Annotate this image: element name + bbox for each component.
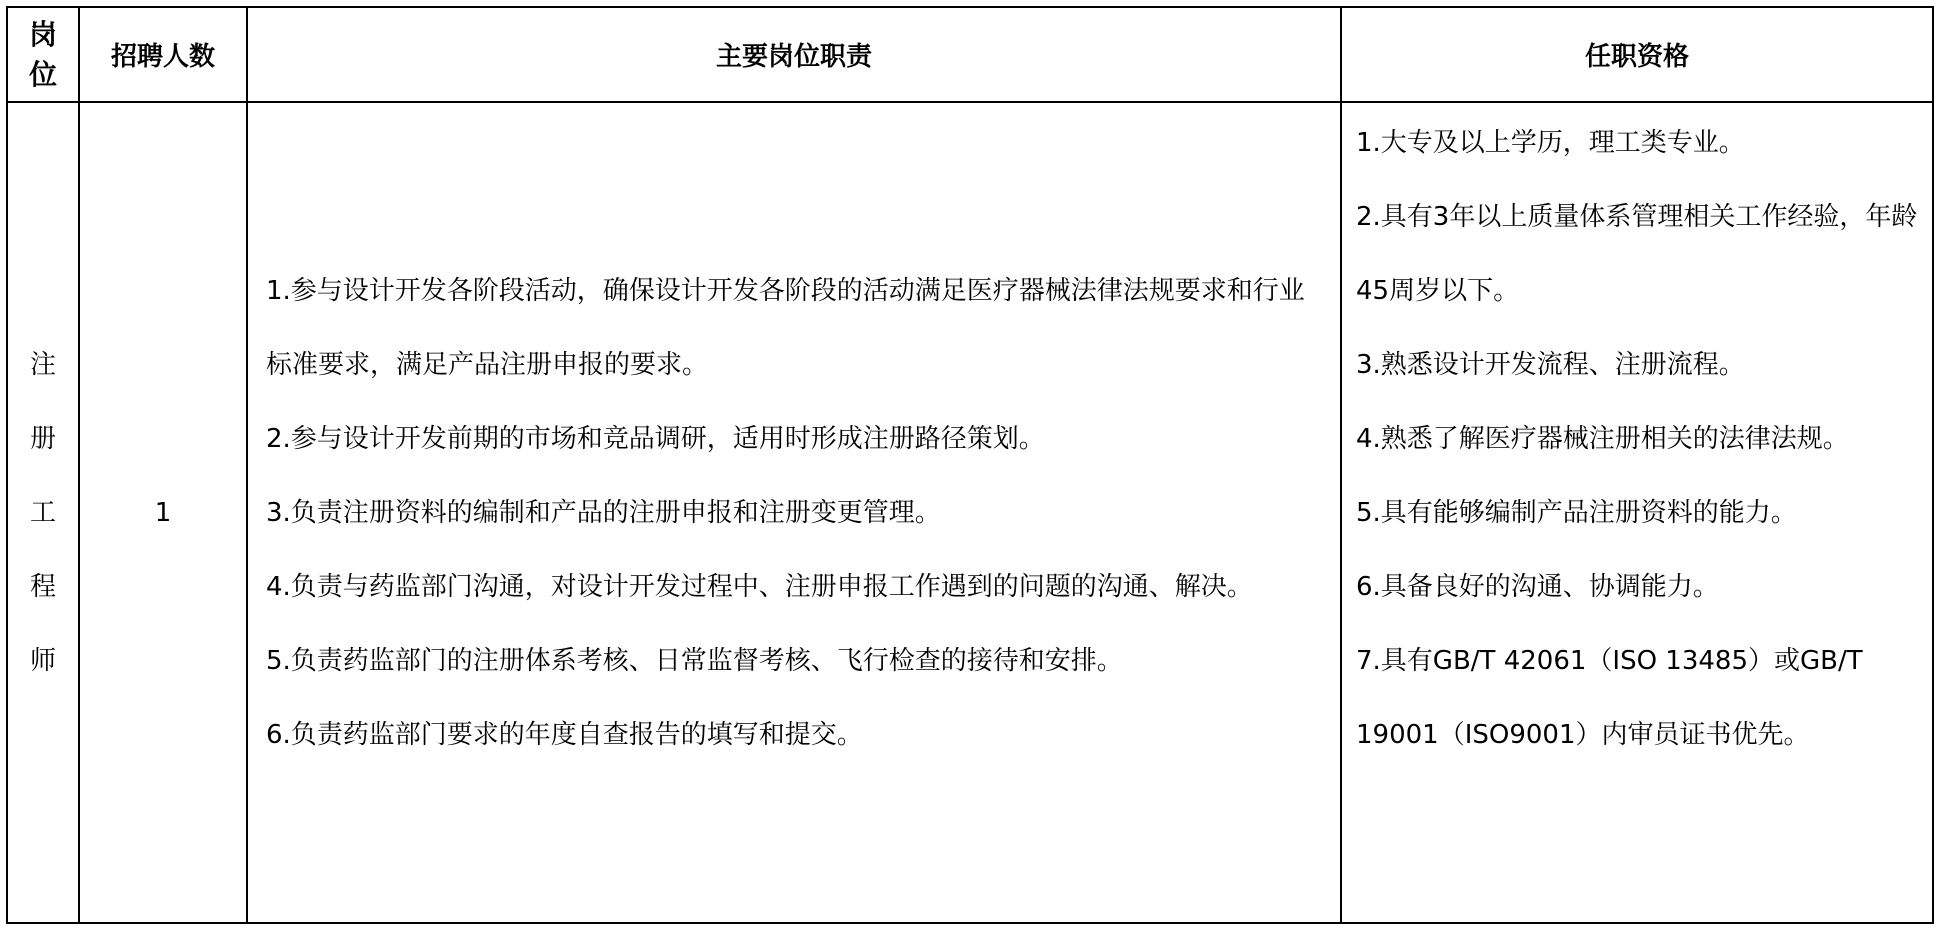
duty-item: 3.负责注册资料的编制和产品的注册申报和注册变更管理。 — [266, 497, 941, 528]
header-headcount: 招聘人数 — [79, 7, 247, 102]
requirement-item: 7.具有GB/T 42061（ISO 13485）或GB/T 19001（ISO9001）内审员证书优先。 — [1356, 646, 1863, 750]
duty-item: 1.参与设计开发各阶段活动，确保设计开发各阶段的活动满足医疗器械法律法规要求和行业标准要求，满足产品注册申报的要求。 — [266, 275, 1305, 380]
header-post-label: 岗位 — [28, 17, 57, 91]
post-name: 注册工程师 — [29, 349, 56, 676]
header-post — [7, 7, 79, 102]
requirement-item: 1.大专及以上学历，理工类专业。 — [1356, 128, 1745, 158]
requirement-item: 3.熟悉设计开发流程、注册流程。 — [1356, 350, 1745, 380]
headcount-cell: 1 — [79, 102, 247, 923]
requirements-cell — [1341, 102, 1933, 923]
requirement-item: 5.具有能够编制产品注册资料的能力。 — [1356, 498, 1797, 528]
duty-item: 6.负责药监部门要求的年度自查报告的填写和提交。 — [266, 719, 863, 750]
header-duties: 主要岗位职责 — [247, 7, 1341, 102]
requirement-item: 4.熟悉了解医疗器械注册相关的法律法规。 — [1356, 424, 1849, 454]
post-name-cell — [7, 102, 79, 923]
duties-cell — [247, 102, 1341, 923]
job-posting-table — [6, 6, 1934, 924]
requirement-item: 2.具有3年以上质量体系管理相关工作经验，年龄45周岁以下。 — [1356, 202, 1918, 306]
duty-item: 5.负责药监部门的注册体系考核、日常监督考核、飞行检查的接待和安排。 — [266, 645, 1123, 676]
duty-item: 4.负责与药监部门沟通，对设计开发过程中、注册申报工作遇到的问题的沟通、解决。 — [266, 571, 1253, 602]
header-requirements: 任职资格 — [1341, 7, 1933, 102]
duty-item: 2.参与设计开发前期的市场和竞品调研，适用时形成注册路径策划。 — [266, 423, 1045, 454]
table-row — [7, 102, 1933, 923]
requirement-item: 6.具备良好的沟通、协调能力。 — [1356, 572, 1719, 602]
table-header-row — [7, 7, 1933, 102]
